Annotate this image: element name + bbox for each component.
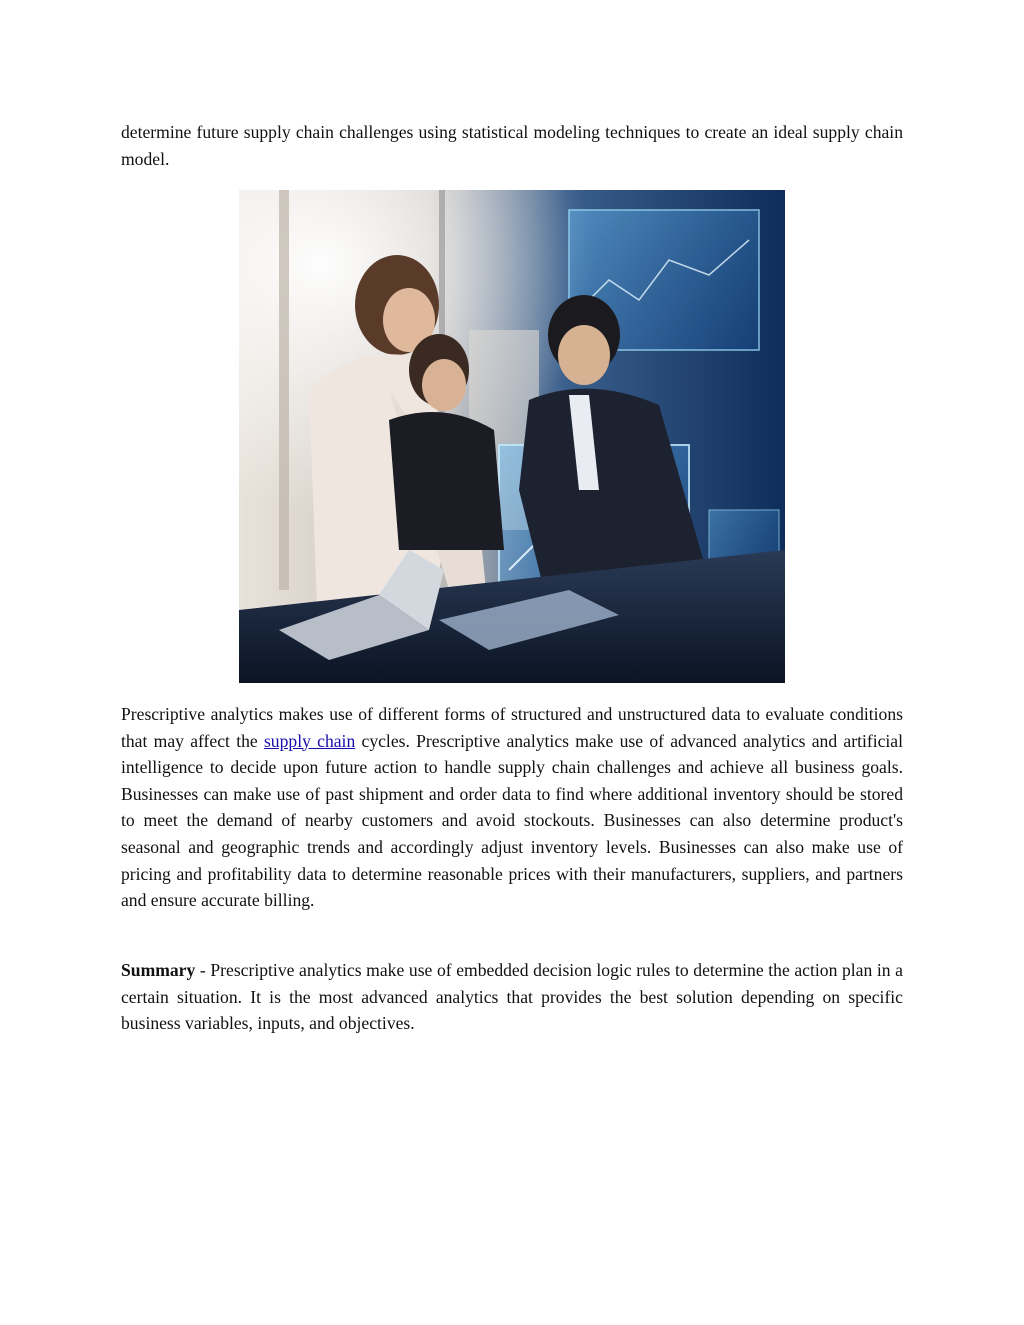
- main-text-after-link: cycles. Prescriptive analytics make use of advanced analytics and artificial intelligence to decide upon future action to handle supply chain challenges and achieve all business goals. Businesses can make use of past shipment and order data to find where additional inventory should be stored to meet the demand of nearby customers and avoid stockouts. Businesses can also determine product's seasonal and geographic trends and accordingly adjust inventory levels. Businesses can also make use of pricing and profitability data to determine reasonable prices with their manufacturers, suppliers, and partners and ensure accurate billing.: [121, 730, 903, 911]
- team-analytics-photo: [239, 190, 785, 683]
- main-paragraph: [121, 701, 903, 914]
- summary-label: Summary: [121, 960, 196, 980]
- supply-chain-link[interactable]: supply chain: [263, 730, 356, 751]
- intro-paragraph: [121, 119, 903, 172]
- summary-paragraph: [121, 957, 903, 1037]
- photo-illustration: [239, 190, 785, 683]
- summary-text: - Prescriptive analytics make use of embedded decision logic rules to determine the action plan in a certain situation. It is the most advanced analytics that provides the best solution depending on specific business variables, inputs, and objectives.: [121, 960, 903, 1034]
- main-text-before-link: Prescriptive analytics makes use of different forms of structured and unstructured data to evaluate conditions that may affect the: [121, 704, 903, 751]
- intro-text: determine future supply chain challenges using statistical modeling techniques to create an ideal supply chain model.: [121, 122, 903, 169]
